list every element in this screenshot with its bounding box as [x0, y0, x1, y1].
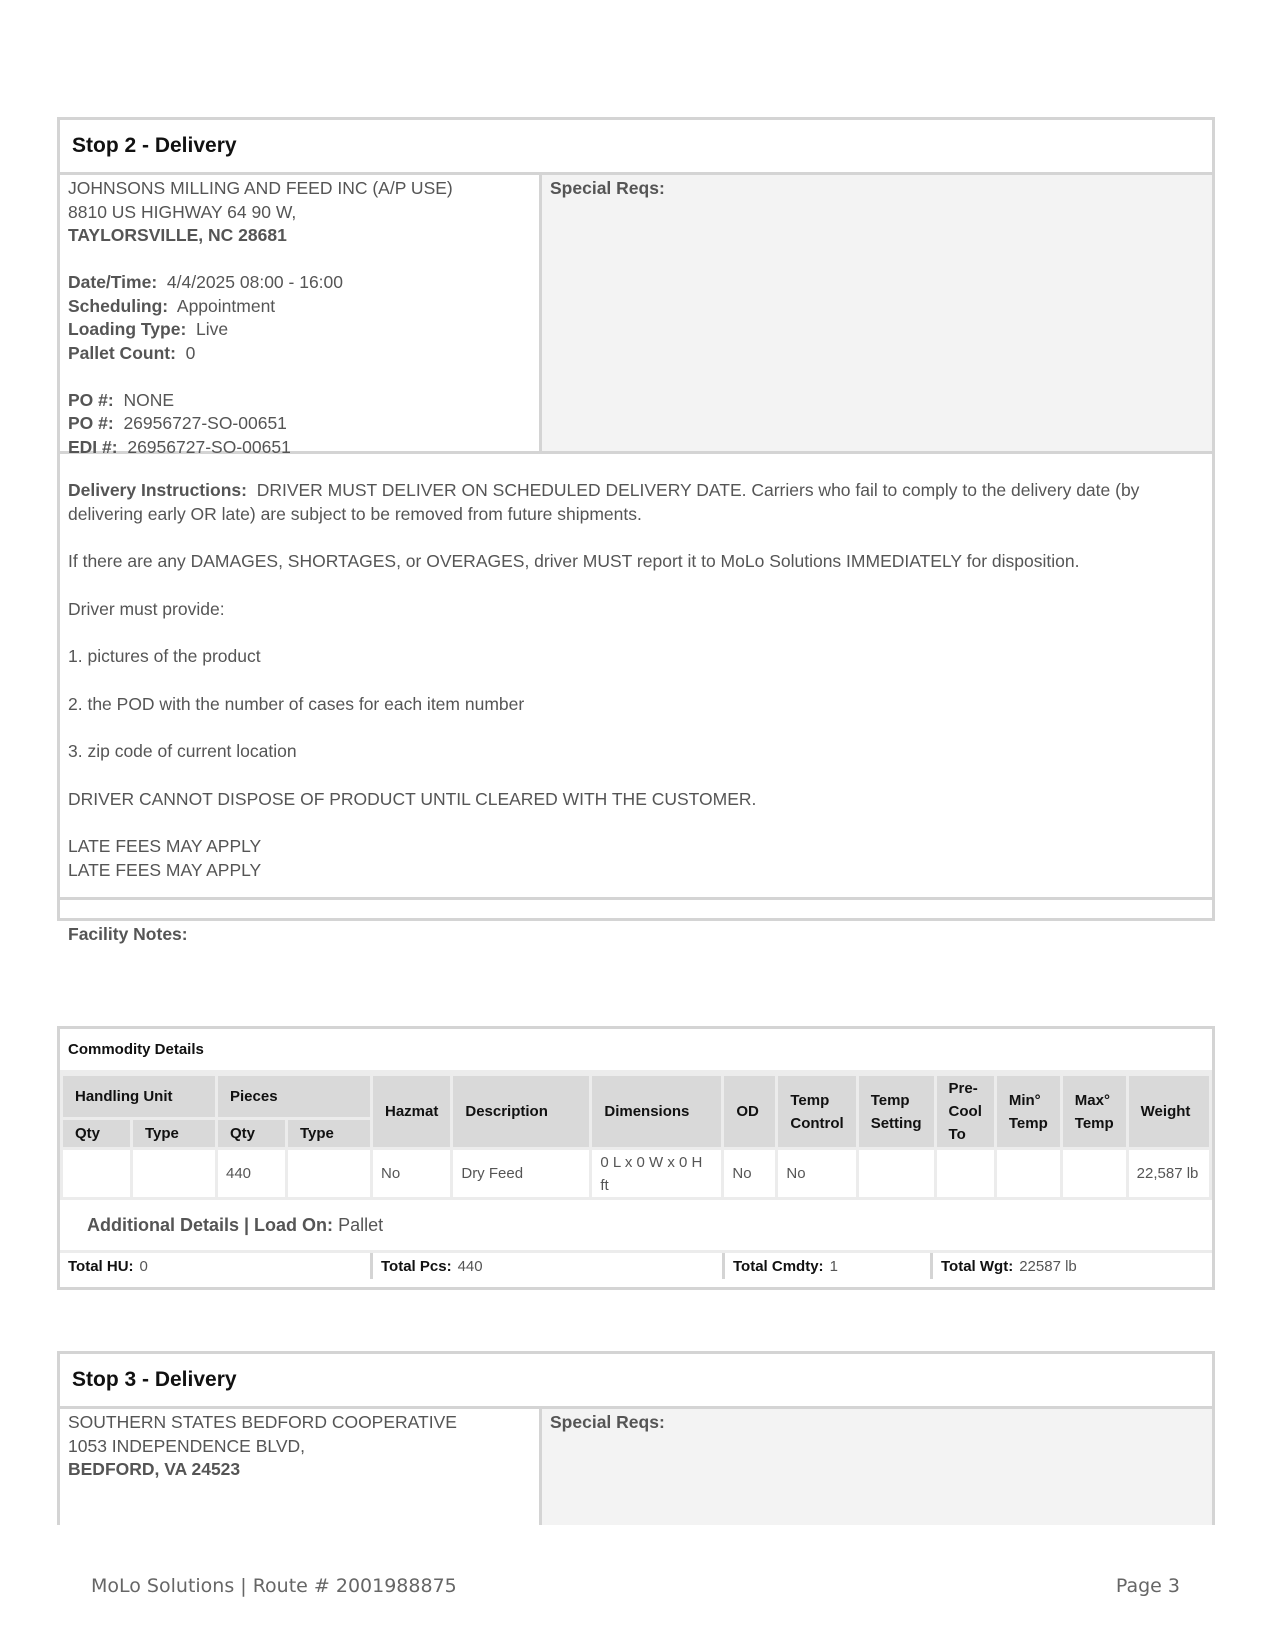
- footer-page-number: Page 3: [1115, 1575, 1180, 1597]
- total-pcs: Total Pcs: 440: [373, 1253, 725, 1279]
- date-time-row: Date/Time: 4/4/2025 08:00 - 16:00: [68, 272, 344, 292]
- max-temp-header: Max° Temp: [1061, 1075, 1127, 1149]
- delivery-instructions: Delivery Instructions: DRIVER MUST DELIVER ON SCHEDULED DELIVERY DATE. Carriers who fail to comply to the delivery date (by delivering early OR late) are subject to be removed from future shipments. If there are any DAMAGES, SHORTAGES, or OVERAGES, driver MUST report it to MoLo Solutions IMMEDIATELY for disposition. Driver must provide: 1. pictures of the product 2. the POD with the number of cases for each item number 3. zip code of current location DRIVER CANNOT DISPOSE OF PRODUCT UNTIL CLEARED WITH THE CUSTOMER. LATE FEES MAY APPLY LATE FEES MAY APPLY: [60, 451, 1212, 897]
- stop-2-city: TAYLORSVILLE, NC 28681: [68, 225, 287, 245]
- stop-2-name: JOHNSONS MILLING AND FEED INC (A/P USE): [68, 178, 453, 198]
- pcs-qty-header: Qty: [217, 1119, 287, 1149]
- commodity-details-title: Commodity Details: [60, 1029, 1212, 1073]
- stop-2-title: Stop 2 - Delivery: [60, 120, 1212, 175]
- stop-3-title: Stop 3 - Delivery: [60, 1354, 1212, 1409]
- stop-2-details: [60, 175, 542, 457]
- stop-2-card: [57, 117, 1215, 944]
- stop-3-city: BEDFORD, VA 24523: [68, 1459, 241, 1479]
- special-reqs-label: Special Reqs:: [550, 1412, 665, 1432]
- po-row: PO #: 26956727-SO-00651: [68, 413, 287, 433]
- pcs-type-header: Type: [287, 1119, 372, 1149]
- stop-3-name: SOUTHERN STATES BEDFORD COOPERATIVE: [68, 1412, 457, 1432]
- precool-header: Pre- Cool To: [935, 1075, 995, 1149]
- dimensions-header: Dimensions: [591, 1075, 723, 1149]
- table-row: 440 No Dry Feed 0 L x 0 W x 0 H ft No No 22,587 lb: [62, 1149, 1211, 1199]
- loading-type-row: Loading Type: Live: [68, 319, 229, 339]
- stop-3-address: 1053 INDEPENDENCE BLVD,: [68, 1435, 305, 1456]
- commodity-table: [60, 1073, 1212, 1200]
- po-row: PO #: NONE: [68, 389, 175, 410]
- special-reqs-panel: [542, 1409, 1212, 1525]
- total-cmdty: Total Cmdty: 1: [725, 1253, 933, 1279]
- pallet-count-row: Pallet Count: 0: [68, 342, 196, 363]
- facility-notes: Facility Notes:: [60, 897, 1212, 950]
- special-reqs-label: Special Reqs:: [550, 178, 665, 198]
- stop-3-details: [60, 1409, 542, 1525]
- stop-2-address: 8810 US HIGHWAY 64 90 W,: [68, 201, 297, 222]
- additional-details: Additional Details | Load On: Pallet: [60, 1200, 1212, 1253]
- handling-unit-header: Handling Unit: [62, 1075, 217, 1119]
- min-temp-header: Min° Temp: [995, 1075, 1061, 1149]
- hu-qty-header: Qty: [62, 1119, 132, 1149]
- scheduling-row: Scheduling: Appointment: [68, 295, 276, 316]
- total-hu: Total HU: 0: [60, 1253, 373, 1279]
- temp-control-header: Temp Control: [777, 1075, 857, 1149]
- weight-header: Weight: [1127, 1075, 1210, 1149]
- hu-type-header: Type: [132, 1119, 217, 1149]
- temp-setting-header: Temp Setting: [857, 1075, 935, 1149]
- total-wgt: Total Wgt: 22587 lb: [941, 1257, 1077, 1275]
- od-header: OD: [723, 1075, 777, 1149]
- special-reqs-panel: [542, 175, 1212, 451]
- totals-row: [60, 1253, 1212, 1279]
- hazmat-header: Hazmat: [372, 1075, 452, 1149]
- pieces-header: Pieces: [217, 1075, 372, 1119]
- delivery-instructions-label: Delivery Instructions:: [68, 480, 247, 500]
- description-header: Description: [452, 1075, 591, 1149]
- edi-row: EDI #: 26956727-SO-00651: [68, 436, 291, 457]
- stop-3-card: [57, 1351, 1215, 1525]
- footer-route: MoLo Solutions | Route # 2001988875: [91, 1575, 457, 1597]
- commodity-details-card: [57, 1026, 1215, 1290]
